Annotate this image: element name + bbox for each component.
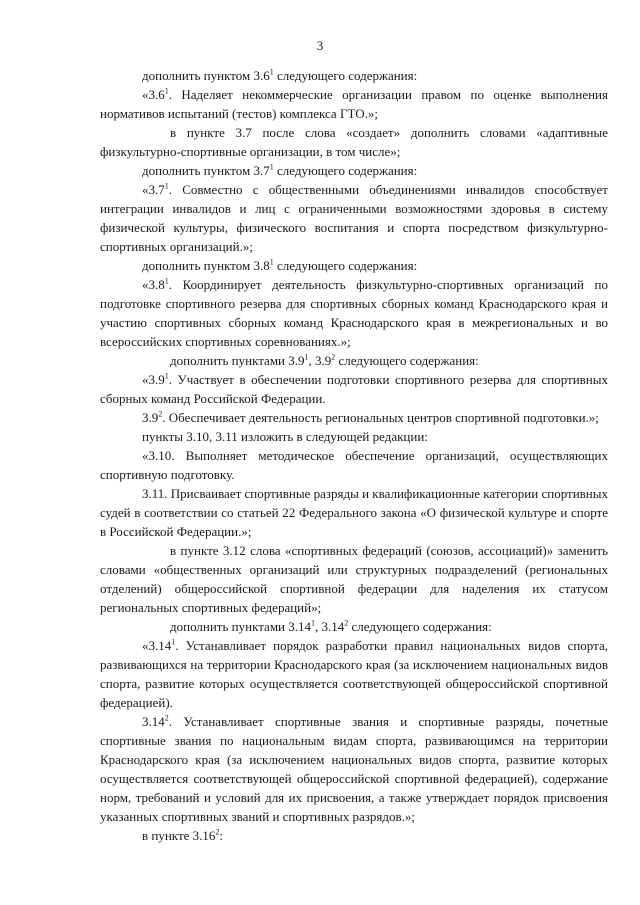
superscript: 1: [269, 67, 274, 77]
paragraph-text: . Участвует в обеспечении подготовки спортивного резерва для спортивных сборных команд Российской Федерации.: [100, 372, 608, 406]
paragraph-text: следующего содержания:: [273, 258, 418, 273]
paragraph-p11: [100, 427, 608, 446]
paragraph-text: «3.10. Выполняет методическое обеспечение организаций, осуществляющих спортивную подготовку.: [100, 448, 608, 482]
paragraph-p8: [100, 351, 608, 370]
superscript: 2: [215, 827, 220, 837]
paragraph-p6: [100, 256, 608, 275]
superscript: 2: [158, 409, 163, 419]
superscript: 1: [171, 637, 176, 647]
paragraph-text: 3.14: [142, 714, 165, 729]
paragraph-p2: [100, 85, 608, 123]
paragraph-p18: [100, 826, 608, 845]
paragraph-p16: [100, 636, 608, 712]
paragraph-text: пункты 3.10, 3.11 изложить в следующей редакции:: [142, 429, 428, 444]
paragraph-text: . Совместно с общественными объединениями инвалидов способствует интеграции инвалидов и лиц с ограниченными возможностями здоровья в систему физической культуры, физического воспитания и спорта посредством физкультурно-спортивных организаций.»;: [100, 182, 608, 254]
superscript: 2: [344, 618, 349, 628]
paragraph-text: в пункте 3.12 слова «спортивных федераций (союзов, ассоциаций)» заменить словами «общественных организаций или структурных подразделений (региональных отделений) общероссийской спортивной федерации для наделения их статусом региональных спортивных федераций»;: [100, 543, 608, 615]
paragraph-text: «3.8: [142, 277, 165, 292]
page-number: 3: [316, 38, 324, 53]
paragraph-text: дополнить пунктом 3.7: [142, 163, 270, 178]
paragraph-p7: [100, 275, 608, 351]
superscript: 1: [164, 181, 169, 191]
paragraph-text: «3.14: [142, 638, 172, 653]
paragraph-p5: [100, 180, 608, 256]
paragraph-p12: [100, 446, 608, 484]
paragraph-text: , 3.14: [315, 619, 345, 634]
paragraph-p4: [100, 161, 608, 180]
superscript: 2: [331, 352, 336, 362]
paragraph-text: дополнить пунктом 3.8: [142, 258, 270, 273]
paragraph-text: следующего содержания:: [273, 68, 418, 83]
paragraph-p17: [100, 712, 608, 826]
paragraph-text: дополнить пунктами 3.9: [170, 353, 305, 368]
paragraph-text: . Координирует деятельность физкультурно-спортивных организаций по подготовке спортивного резерва для спортивных сборных команд Краснодарского края и участию спортивных сборных команд Краснодарского края в межрегиональных и во всероссийских спортивных соревнованиях.»;: [100, 277, 608, 349]
paragraph-text: . Наделяет некоммерческие организации правом по оценке выполнения нормативов испытаний (тестов) комплекса ГТО.»;: [100, 87, 608, 121]
paragraph-text: 3.11. Присваивает спортивные разряды и квалификационные категории спортивных судей в соответствии со статьей 22 Федерального закона «О физической культуре и спорте в Российской Федерации.»;: [100, 486, 608, 539]
paragraph-text: дополнить пунктами 3.14: [170, 619, 312, 634]
paragraph-p9: [100, 370, 608, 408]
paragraph-text: . Устанавливает порядок разработки правил национальных видов спорта, развивающихся на территории Краснодарского края (за исключением национальных видов спорта, развитие которых осуществляется соответствующей общероссийской спортивной федерацией).: [100, 638, 608, 710]
superscript: 1: [269, 162, 274, 172]
paragraph-text: следующего содержания:: [335, 353, 479, 368]
paragraph-text: в пункте 3.7 после слова «создает» дополнить словами «адаптивные физкультурно-спортивные организации, в том числе»;: [100, 125, 608, 159]
superscript: 1: [311, 618, 316, 628]
paragraph-p13: [100, 484, 608, 541]
paragraph-text: «3.9: [142, 372, 165, 387]
paragraph-text: в пункте 3.16: [142, 828, 216, 843]
document-body: [100, 66, 608, 845]
paragraph-text: . Устанавливает спортивные звания и спортивные разряды, почетные спортивные звания по национальным видам спорта, развивающимся на территории Краснодарского края (за исключением национальных видов спорта, развитие которых осуществляется соответствующей общероссийской спортивной федерацией), содержание норм, требований и условий для их присвоения, а также утверждает порядок присвоения указанных спортивных званий и спортивных разрядов.»;: [100, 714, 608, 824]
paragraph-text: , 3.9: [308, 353, 332, 368]
paragraph-text: следующего содержания:: [273, 163, 418, 178]
superscript: 1: [164, 371, 169, 381]
superscript: 1: [164, 276, 169, 286]
paragraph-text: 3.9: [142, 410, 159, 425]
paragraph-text: «3.7: [142, 182, 165, 197]
paragraph-p15: [100, 617, 608, 636]
paragraph-p10: [100, 408, 608, 427]
paragraph-p1: [100, 66, 608, 85]
superscript: 2: [164, 713, 169, 723]
paragraph-text: . Обеспечивает деятельность региональных центров спортивной подготовки.»;: [162, 410, 599, 425]
paragraph-text: «3.6: [142, 87, 165, 102]
paragraph-p3: [100, 123, 608, 161]
paragraph-p14: [100, 541, 608, 617]
paragraph-text: следующего содержания:: [348, 619, 492, 634]
paragraph-text: дополнить пунктом 3.6: [142, 68, 270, 83]
superscript: 1: [269, 257, 274, 267]
paragraph-text: :: [219, 828, 224, 843]
superscript: 1: [304, 352, 309, 362]
superscript: 1: [164, 86, 169, 96]
